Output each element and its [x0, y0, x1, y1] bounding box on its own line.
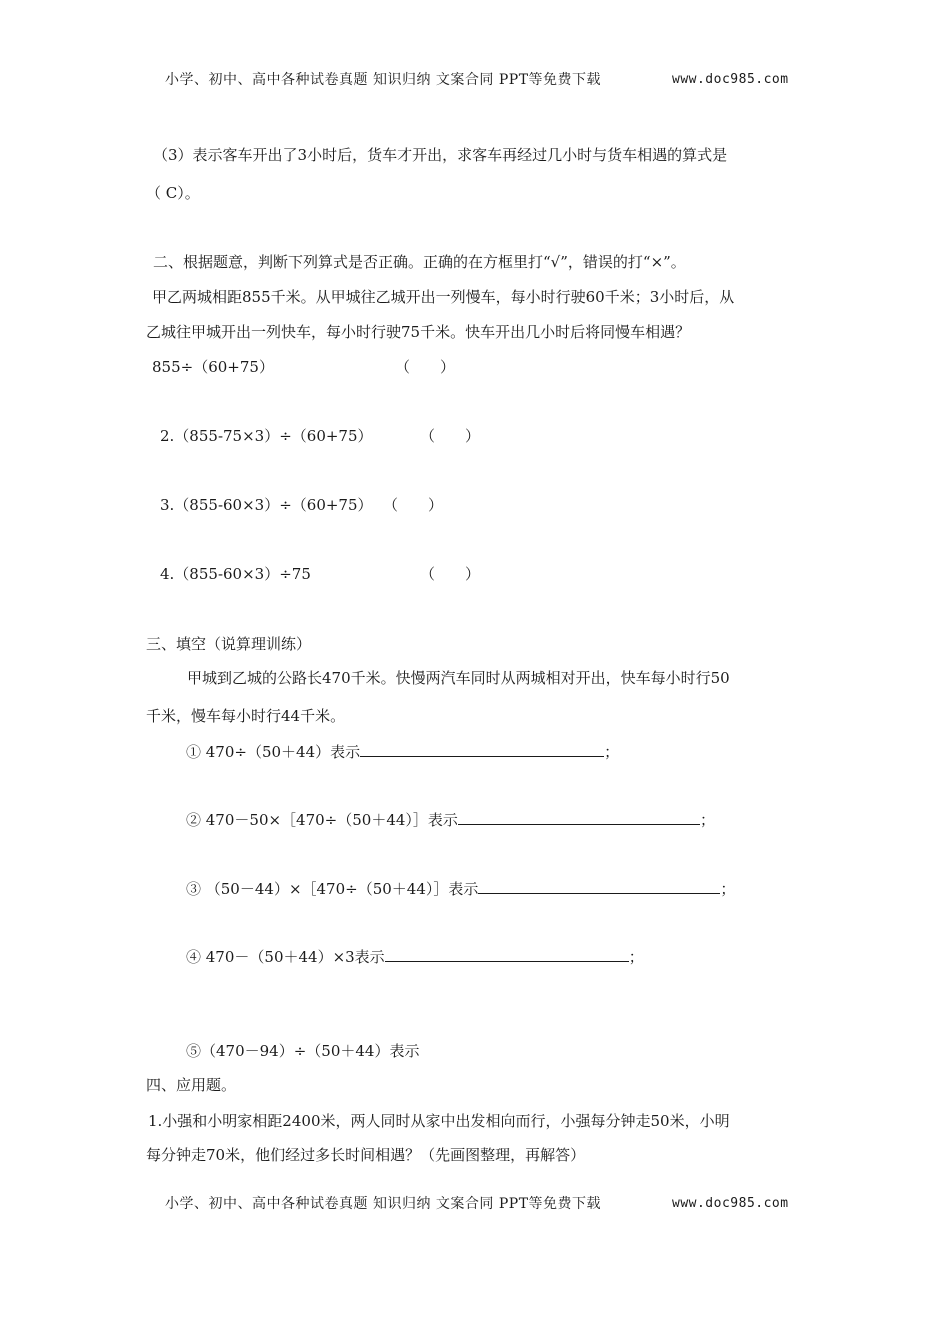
- section-4-q1-line-1: 1.小强和小明家相距2400米，两人同时从家中出发相向而行，小强每分钟走50米，小明: [148, 1112, 730, 1130]
- fill-item-4-blank[interactable]: [385, 946, 629, 962]
- fill-item-2-blank[interactable]: [458, 809, 700, 825]
- page-header-url: www.doc985.com: [672, 72, 789, 87]
- section-4-title: 四、应用题。: [146, 1076, 237, 1094]
- judge-item-2-box[interactable]: （ ）: [420, 427, 481, 445]
- judge-item-2-expr: 2.（855-75×3）÷（60+75）: [160, 427, 373, 445]
- section-4-q1-line-2: 每分钟走70米，他们经过多长时间相遇？（先画图整理，再解答）: [146, 1146, 586, 1164]
- fill-item-3-expr: ③ （50－44）×［470÷（50＋44）］表示: [186, 880, 479, 898]
- section-2-problem-line-1: 甲乙两城相距855千米。从甲城往乙城开出一列慢车，每小时行驶60千米；3小时后，从: [152, 288, 735, 306]
- section-3-problem-line-1: 甲城到乙城的公路长470千米。快慢两汽车同时从两城相对开出，快车每小时行50: [187, 669, 730, 687]
- judge-item-4-expr: 4.（855-60×3）÷75: [160, 565, 311, 583]
- page-footer-text: 小学、初中、高中各种试卷真题 知识归纳 文案合同 PPT等免费下载: [165, 1196, 602, 1212]
- fill-item-2: [186, 809, 715, 830]
- section-3-title: 三、填空（说算理训练）: [146, 635, 312, 653]
- fill-item-4-expr: ④ 470－（50＋44）×3表示: [186, 948, 385, 966]
- fill-item-2-end: ；: [699, 811, 715, 829]
- section-3-problem-line-2: 千米，慢车每小时行44千米。: [146, 707, 346, 725]
- q3-line-1: （3）表示客车开出了3小时后，货车才开出，求客车再经过几小时与货车相遇的算式是: [153, 146, 728, 164]
- fill-item-5: [186, 1041, 419, 1061]
- page-footer-url: www.doc985.com: [672, 1196, 789, 1211]
- fill-item-4-end: ；: [628, 948, 644, 966]
- fill-item-3-end: ；: [720, 880, 736, 898]
- section-2-problem-line-2: 乙城往甲城开出一列快车，每小时行驶75千米。快车开出几小时后将同慢车相遇？: [146, 323, 691, 341]
- section-2-title: 二、根据题意，判断下列算式是否正确。正确的在方框里打“√”，错误的打“×”。: [153, 253, 686, 271]
- fill-item-1-expr: ① 470÷（50＋44）表示: [186, 743, 361, 761]
- fill-item-2-expr: ② 470－50×［470÷（50＋44）］表示: [186, 811, 458, 829]
- fill-item-5-expr: ⑤（470－94）÷（50＋44）表示: [186, 1042, 420, 1060]
- q3-line-2: （ C）。: [146, 184, 200, 202]
- fill-item-1: [186, 741, 619, 762]
- fill-item-3: [186, 878, 735, 899]
- judge-item-1-expr: 855÷（60+75）: [152, 358, 274, 376]
- judge-item-3-box[interactable]: （ ）: [383, 496, 444, 514]
- page-header-text: 小学、初中、高中各种试卷真题 知识归纳 文案合同 PPT等免费下载: [165, 72, 602, 88]
- judge-item-4-box[interactable]: （ ）: [420, 565, 481, 583]
- fill-item-1-end: ；: [604, 743, 620, 761]
- fill-item-1-blank[interactable]: [360, 741, 604, 757]
- judge-item-3-expr: 3.（855-60×3）÷（60+75）: [160, 496, 373, 514]
- fill-item-3-blank[interactable]: [478, 878, 720, 894]
- judge-item-1-box[interactable]: （ ）: [395, 358, 456, 376]
- fill-item-4: [186, 946, 644, 967]
